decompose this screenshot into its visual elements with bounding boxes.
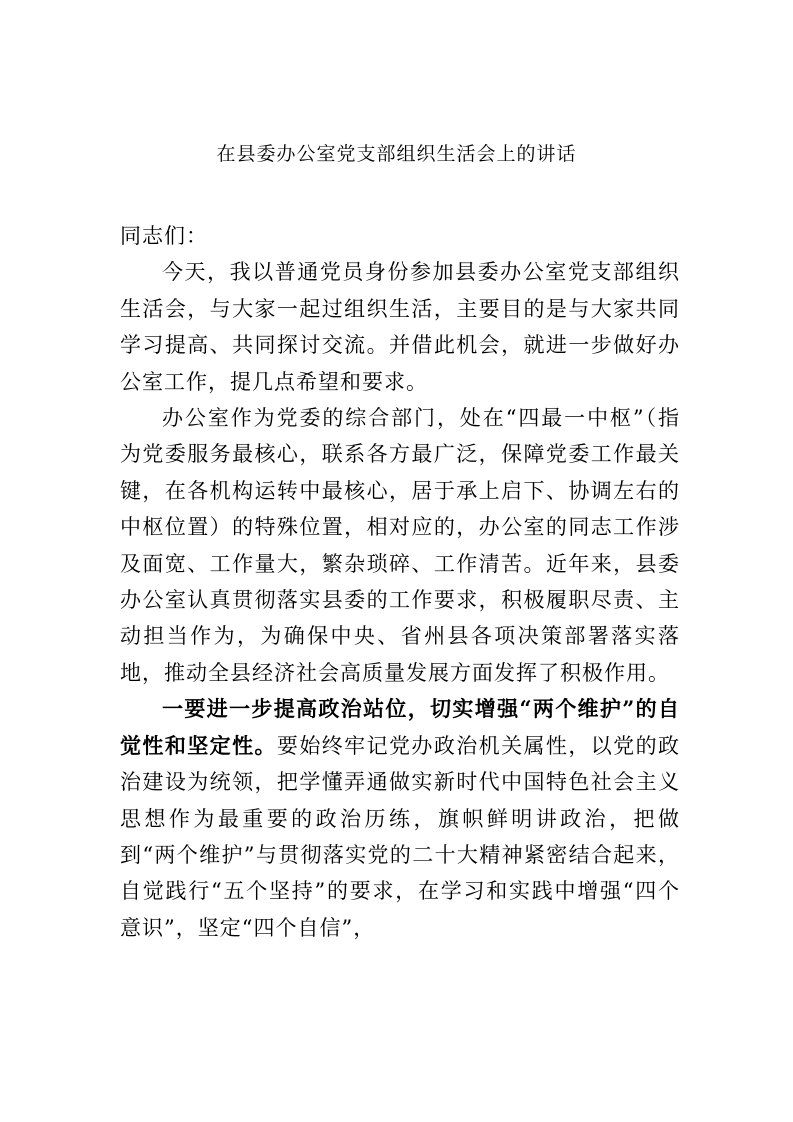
salutation: 同志们： xyxy=(120,224,208,248)
document-body xyxy=(120,218,680,946)
document-title: 在县委办公室党支部组织生活会上的讲话 xyxy=(216,143,577,165)
paragraph-opening xyxy=(120,254,680,400)
paragraph-text: 要始终牢记党办政治机关属性，以党的政治建设为统领，把学懂弄通做实新时代中国特色社会主义思想作为最重要的政治历练，旗帜鲜明讲政治，把做到“两个维护”与贯彻落实党的二十大精神紧密结合起来，自觉践行“五个坚持”的要求，在学习和实践中增强“四个意识”，坚定“四个自信”， xyxy=(120,733,681,940)
paragraph-first-requirement xyxy=(120,691,680,946)
paragraph-text: 办公室作为党委的综合部门，处在“四最一中枢”（指为党委服务最核心，联系各方最广泛，保障党委工作最关键，在各机构运转中最核心，居于承上启下、协调左右的中枢位置）的特殊位置，相对应的，办公室的同志工作涉及面宽、工作量大，繁杂琐碎、工作清苦。近年来，县委办公室认真贯彻落实县委的工作要求，积极履职尽责、主动担当作为，为确保中央、省州县各项决策部署落实落地，推动全县经济社会高质量发展方面发挥了积极作用。 xyxy=(120,406,680,685)
paragraph-office-role xyxy=(120,400,680,691)
requirement-heading: 一要进一步提高政治站位，切实增强“两个维护”的自觉性和坚定性。 xyxy=(120,696,680,758)
paragraph-text: 今天，我以普通党员身份参加县委办公室党支部组织生活会，与大家一起过组织生活，主要目的是与大家共同学习提高、共同探讨交流。并借此机会，就进一步做好办公室工作，提几点希望和要求。 xyxy=(120,260,680,394)
